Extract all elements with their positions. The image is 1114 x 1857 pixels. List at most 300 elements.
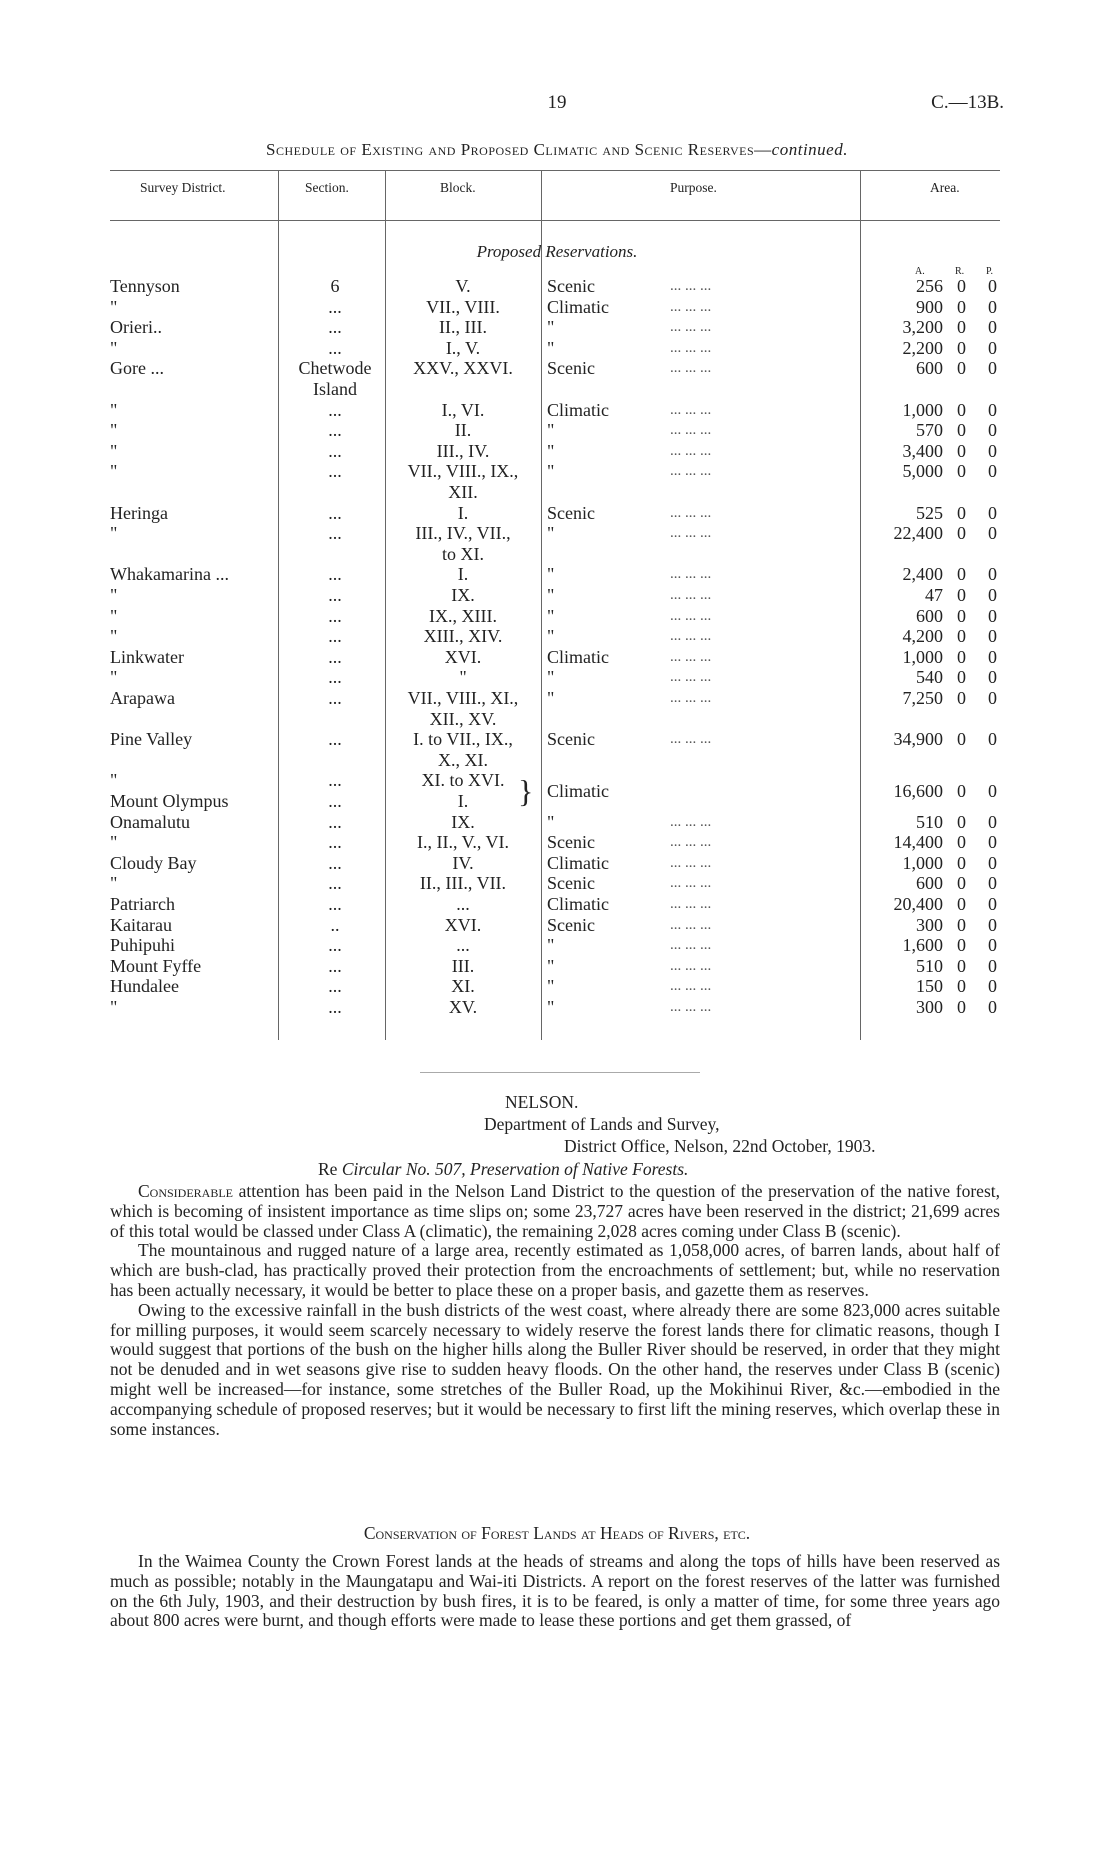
table-row <box>0 606 1114 626</box>
row-acres: 22,400 <box>893 523 943 544</box>
row-block: I. <box>457 564 469 585</box>
paragraph-4: In the Waimea County the Crown Forest lands at the heads of streams and along the tops of hills have been reserved as much as possible; notably in the Maungatapu and Wai-iti Districts. A report on the forest reserves of the latter was furnished on the 6th July, 1903, and their destruction by bush fires, it is to be feared, is only a matter of time, for some three years ago about 800 acres were burnt, and though efforts were made to lease these portions and get them grassed, of <box>110 1551 1000 1631</box>
leader-dots: ... ... ... <box>670 319 712 336</box>
header-block: Block. <box>440 180 476 195</box>
table-row <box>0 997 1114 1017</box>
re-prefix: Re <box>318 1159 342 1179</box>
table-row <box>0 564 1114 584</box>
row-district: " <box>110 440 118 461</box>
leader-dots: ... ... ... <box>670 422 712 439</box>
row-block: IX., XIII. <box>429 605 497 626</box>
row-acres: 1,600 <box>902 935 943 956</box>
row-block: II. <box>454 420 472 441</box>
leader-dots: ... ... ... <box>670 731 712 748</box>
row-block: XI. <box>451 976 475 997</box>
row-block: I., V. <box>445 337 481 358</box>
row-perches: 0 <box>988 461 997 482</box>
leader-dots: ... ... ... <box>670 525 712 542</box>
leader-dots: ... ... ... <box>670 278 712 294</box>
row-purpose: " <box>547 461 555 482</box>
header-district: Survey District. <box>140 180 226 195</box>
table-row <box>0 894 1114 914</box>
row-acres: 4,200 <box>902 626 943 647</box>
row-purpose: Scenic <box>547 914 595 935</box>
office-line: District Office, Nelson, 22nd October, 1903. <box>564 1136 876 1156</box>
row-perches: 0 <box>988 955 997 976</box>
row-roods: 0 <box>957 317 966 338</box>
leader-dots: ... ... ... <box>670 875 712 892</box>
leader-dots: ... ... ... <box>670 628 712 645</box>
leader-dots: ... ... ... <box>670 648 712 665</box>
row-section: ... <box>328 440 342 461</box>
leader-dots: ... ... ... <box>670 298 712 315</box>
row-perches: 0 <box>988 440 997 461</box>
row-perches: 0 <box>988 997 997 1017</box>
row-section: ... <box>328 811 342 832</box>
table-row <box>0 812 1114 832</box>
table-row <box>0 441 1114 461</box>
row-purpose: " <box>547 976 555 997</box>
table-row <box>0 750 1114 770</box>
row-roods: 0 <box>957 729 966 750</box>
table-row <box>0 976 1114 996</box>
leader-dots: ... ... ... <box>670 669 712 686</box>
row-district: Hundalee <box>110 976 179 997</box>
table-row <box>0 317 1114 337</box>
row-acres: 150 <box>916 976 943 997</box>
row-district: Heringa <box>110 502 168 523</box>
row-section: ... <box>328 337 342 358</box>
table-row <box>0 688 1114 708</box>
leader-dots: ... ... ... <box>670 834 712 851</box>
row-perches: 0 <box>988 811 997 832</box>
row-purpose: " <box>547 440 555 461</box>
row-acres: 510 <box>916 811 943 832</box>
row-section: ... <box>328 585 342 605</box>
paragraph-3: Owing to the excessive rainfall in the bush districts of the west coast, where already there are some 823,000 acres suitable for milling purposes, it would seem scarcely necessary to widely reserve the forest lands there for climatic reasons, though I would suggest that portions of the bush on the higher hills along the Buller River should be reserved, in order that they might not be denuded and in wet seasons give rise to sudden heavy floods. On the other hand, the reserves under Class B (scenic) might well be increased—for instance, some stretches of the Buller Road, up the Mokihinui River, &c.—embodied in the accompanying schedule of proposed reserves; but it would be necessary to first lift the mining reserves, which overlap these in some instances. <box>110 1299 1000 1439</box>
row-block: I., VI. <box>441 399 485 420</box>
row-roods: 0 <box>957 523 966 544</box>
row-section: 6 <box>330 276 340 296</box>
table-row <box>0 709 1114 729</box>
row-block: XV. <box>448 997 478 1017</box>
table-row <box>0 338 1114 358</box>
row-purpose: Scenic <box>547 502 595 523</box>
row-district: Arapawa <box>110 688 175 708</box>
row-district: " <box>110 770 118 791</box>
row-perches: 0 <box>988 337 997 358</box>
table-top-rule <box>110 170 1000 171</box>
row-roods: 0 <box>957 935 966 956</box>
table-row <box>0 544 1114 564</box>
leader-dots: ... ... ... <box>670 504 712 521</box>
leader-dots: ... ... ... <box>670 339 712 356</box>
row-block: to XI. <box>442 543 484 564</box>
row-block: I. to VII., IX., <box>413 729 513 750</box>
row-block: IX. <box>451 585 475 605</box>
leader-dots: ... ... ... <box>670 896 712 912</box>
row-district: " <box>110 337 118 358</box>
row-district: " <box>110 523 118 544</box>
leader-dots: ... ... ... <box>670 957 712 974</box>
row-roods: 0 <box>957 399 966 420</box>
row-district: " <box>110 461 118 482</box>
leader-dots: ... ... ... <box>670 607 712 624</box>
row-acres: 20,400 <box>893 894 943 914</box>
row-district: " <box>110 626 118 647</box>
row-roods: 0 <box>957 873 966 894</box>
row-roods: 0 <box>957 832 966 853</box>
row-block: I. <box>457 502 469 523</box>
table-row <box>0 585 1114 605</box>
table-row <box>0 915 1114 935</box>
row-acres: 510 <box>916 955 943 976</box>
row-block: V. <box>455 276 471 296</box>
row-purpose: Climatic <box>547 852 609 873</box>
row-purpose: " <box>547 585 555 605</box>
row-district: " <box>110 667 118 688</box>
table-row <box>0 935 1114 955</box>
row-roods: 0 <box>957 296 966 317</box>
row-section: ... <box>328 605 342 626</box>
row-purpose: " <box>547 337 555 358</box>
row-purpose: " <box>547 935 555 956</box>
nelson-heading: NELSON. <box>505 1092 579 1112</box>
row-acres: 300 <box>916 997 943 1017</box>
row-roods: 0 <box>957 626 966 647</box>
row-purpose: Climatic <box>547 646 609 667</box>
row-block: XVI. <box>444 914 482 935</box>
row-purpose: " <box>547 688 555 708</box>
row-block: ... <box>456 935 470 956</box>
row-roods: 0 <box>957 564 966 585</box>
row-section: ... <box>328 667 342 688</box>
row-acres: 2,200 <box>902 337 943 358</box>
leader-dots: ... ... ... <box>670 587 712 603</box>
row-acres: 5,000 <box>902 461 943 482</box>
row-roods: 0 <box>957 894 966 914</box>
schedule-title-continued: continued. <box>771 140 848 159</box>
row-block: XII., XV. <box>429 708 497 729</box>
row-purpose: Scenic <box>547 873 595 894</box>
row-district: Tennyson <box>110 276 180 296</box>
table-row <box>0 400 1114 420</box>
row-perches: 0 <box>988 626 997 647</box>
table-row <box>0 482 1114 502</box>
table-row <box>0 461 1114 481</box>
table-row <box>0 647 1114 667</box>
row-purpose: " <box>547 605 555 626</box>
row-perches: 0 <box>988 296 997 317</box>
brace-entry <box>0 781 1114 801</box>
row-district: Whakamarina ... <box>110 564 229 585</box>
row-perches: 0 <box>988 976 997 997</box>
row-section: ... <box>328 399 342 420</box>
row-section: ... <box>328 461 342 482</box>
row-perches: 0 <box>988 523 997 544</box>
row-block: " <box>459 667 467 688</box>
row-acres: 540 <box>916 667 943 688</box>
row-district: " <box>110 873 118 894</box>
row-section: ... <box>328 317 342 338</box>
leader-dots: ... ... ... <box>670 566 712 583</box>
leader-dots: ... ... ... <box>670 916 712 933</box>
row-block: XI. to XVI. <box>421 770 505 791</box>
table-row <box>0 853 1114 873</box>
row-acres: 600 <box>916 873 943 894</box>
row-acres: 14,400 <box>893 832 943 853</box>
leader-dots: ... ... ... <box>670 401 712 418</box>
header-bottom-rule <box>110 220 1000 221</box>
row-acres: 34,900 <box>893 729 943 750</box>
row-district: Mount Fyffe <box>110 955 202 976</box>
row-perches: 0 <box>988 420 997 441</box>
row-perches: 0 <box>988 399 997 420</box>
leader-dots: ... ... ... <box>670 442 712 459</box>
row-section: ... <box>328 688 342 708</box>
row-section: ... <box>328 832 342 853</box>
row-roods: 0 <box>957 358 966 379</box>
brace-purpose: Climatic <box>547 781 609 801</box>
row-district: " <box>110 997 118 1017</box>
row-block: VII., VIII. <box>426 296 500 317</box>
row-district: Puhipuhi <box>110 935 176 956</box>
row-purpose: " <box>547 420 555 441</box>
leader-dots: ... ... ... <box>670 937 712 954</box>
row-acres: 300 <box>916 914 943 935</box>
table-row <box>0 276 1114 296</box>
row-roods: 0 <box>957 585 966 605</box>
row-roods: 0 <box>957 461 966 482</box>
row-section: ... <box>328 646 342 667</box>
row-purpose: Climatic <box>547 296 609 317</box>
row-section: ... <box>328 770 342 791</box>
row-purpose: " <box>547 564 555 585</box>
row-perches: 0 <box>988 667 997 688</box>
row-purpose: Climatic <box>547 399 609 420</box>
row-purpose: " <box>547 626 555 647</box>
row-perches: 0 <box>988 502 997 523</box>
leader-dots: ... ... ... <box>670 463 712 480</box>
re-text: Circular No. 507, Preservation of Native Forests. <box>341 1159 689 1179</box>
row-block: II., III. <box>439 317 487 338</box>
row-district: " <box>110 296 118 317</box>
paragraph-1-text: attention has been paid in the Nelson Land District to the question of the preservation of the native forest, which is becoming of insistent importance as time slips on; some 23,727 acres have been reserved in the district; 21,699 acres of this total would be classed under Class A (climatic), the remaining 2,028 acres coming under Class B (scenic). <box>110 1181 1000 1241</box>
row-acres: 1,000 <box>902 646 943 667</box>
row-district: Cloudy Bay <box>110 852 197 873</box>
table-row <box>0 667 1114 687</box>
row-purpose: Scenic <box>547 276 595 296</box>
brace-icon: } <box>518 773 534 809</box>
row-perches: 0 <box>988 852 997 873</box>
row-section: ... <box>328 791 342 811</box>
leader-dots: ... ... ... <box>670 690 712 706</box>
row-roods: 0 <box>957 440 966 461</box>
row-section: ... <box>328 873 342 894</box>
table-row <box>0 956 1114 976</box>
row-district: Pine Valley <box>110 729 193 750</box>
row-acres: 1,000 <box>902 852 943 873</box>
row-block: XVI. <box>444 646 482 667</box>
row-acres: 570 <box>916 420 943 441</box>
brace-roods: 0 <box>957 781 966 801</box>
row-block: IX. <box>451 811 475 832</box>
row-district: " <box>110 420 118 441</box>
row-purpose: " <box>547 955 555 976</box>
row-section: ... <box>328 955 342 976</box>
row-block: ... <box>456 894 470 914</box>
row-roods: 0 <box>957 811 966 832</box>
row-acres: 1,000 <box>902 399 943 420</box>
row-perches: 0 <box>988 729 997 750</box>
row-section: ... <box>328 935 342 956</box>
row-block: VII., VIII., IX., <box>407 461 519 482</box>
row-section: ... <box>328 420 342 441</box>
row-district: Gore ... <box>110 358 164 379</box>
body-text-2 <box>110 1552 1000 1631</box>
leader-dots: ... ... ... <box>670 978 712 995</box>
row-block: I., II., V., VI. <box>416 832 509 853</box>
row-purpose: " <box>547 523 555 544</box>
header-area: Area. <box>930 180 960 195</box>
row-roods: 0 <box>957 997 966 1017</box>
row-district: Kaitarau <box>110 914 172 935</box>
row-roods: 0 <box>957 955 966 976</box>
row-section: ... <box>328 626 342 647</box>
unit-acres: A. <box>915 266 925 277</box>
row-district: Onamalutu <box>110 811 190 832</box>
paragraph-1 <box>110 1182 1000 1241</box>
row-acres: 600 <box>916 605 943 626</box>
table-row <box>0 729 1114 749</box>
unit-perches: P. <box>986 266 993 277</box>
row-section: ... <box>328 976 342 997</box>
page-number: 19 <box>547 92 567 113</box>
table-row <box>0 523 1114 543</box>
table-row <box>0 297 1114 317</box>
row-purpose: Climatic <box>547 894 609 914</box>
paragraph-2: The mountainous and rugged nature of a large area, recently estimated as 1,058,000 acres, of barren lands, about half of which are bush-clad, has practically proved their protection from the encroachments of settlement; but, while no reservation has been actually necessary, it would be better to place these on a proper basis, and gazette them as reserves. <box>110 1240 1000 1300</box>
leader-dots: ... ... ... <box>670 999 712 1015</box>
row-district: Mount Olympus <box>110 791 229 811</box>
row-district: Linkwater <box>110 646 184 667</box>
row-purpose: " <box>547 317 555 338</box>
row-block: III., IV., VII., <box>415 523 511 544</box>
schedule-title-text: Schedule of Existing and Proposed Climatic and Scenic Reserves— <box>266 140 772 159</box>
row-perches: 0 <box>988 832 997 853</box>
row-section: .. <box>330 914 340 935</box>
row-district: Orieri.. <box>110 317 162 338</box>
row-perches: 0 <box>988 935 997 956</box>
row-acres: 525 <box>916 502 943 523</box>
brace-perches: 0 <box>988 781 997 801</box>
row-block: XIII., XIV. <box>423 626 503 647</box>
row-roods: 0 <box>957 605 966 626</box>
row-roods: 0 <box>957 667 966 688</box>
table-row <box>0 379 1114 399</box>
section-separator <box>420 1072 700 1073</box>
row-district: " <box>110 399 118 420</box>
row-perches: 0 <box>988 605 997 626</box>
row-purpose: " <box>547 811 555 832</box>
row-district: " <box>110 832 118 853</box>
row-purpose: Scenic <box>547 358 595 379</box>
row-roods: 0 <box>957 914 966 935</box>
leader-dots: ... ... ... <box>670 854 712 871</box>
row-acres: 600 <box>916 358 943 379</box>
row-perches: 0 <box>988 317 997 338</box>
row-purpose: " <box>547 997 555 1017</box>
row-district: " <box>110 585 118 605</box>
row-acres: 2,400 <box>902 564 943 585</box>
unit-roods: R. <box>955 266 965 277</box>
body-text <box>110 1182 1000 1439</box>
leader-dots: ... ... ... <box>670 813 712 830</box>
row-section: Chetwode <box>298 358 372 379</box>
row-acres: 47 <box>925 585 943 605</box>
table-row <box>0 358 1114 378</box>
table-subheading: Proposed Reservations. <box>476 242 638 261</box>
row-perches: 0 <box>988 873 997 894</box>
row-block: XXV., XXVI. <box>413 358 513 379</box>
row-section: ... <box>328 997 342 1017</box>
row-purpose: Scenic <box>547 832 595 853</box>
row-block: X., XI. <box>438 749 488 770</box>
circular-reference <box>318 1160 688 1179</box>
row-purpose: " <box>547 667 555 688</box>
table-row <box>0 626 1114 646</box>
row-acres: 7,250 <box>902 688 943 708</box>
row-perches: 0 <box>988 276 997 296</box>
schedule-title <box>0 140 1114 160</box>
row-section: ... <box>328 894 342 914</box>
row-perches: 0 <box>988 914 997 935</box>
row-section: Island <box>313 379 357 399</box>
row-roods: 0 <box>957 646 966 667</box>
row-perches: 0 <box>988 646 997 667</box>
row-section: ... <box>328 564 342 585</box>
row-roods: 0 <box>957 852 966 873</box>
row-acres: 900 <box>916 296 943 317</box>
row-purpose: Scenic <box>547 729 595 750</box>
row-block: IV. <box>452 852 474 873</box>
row-block: I. <box>457 791 469 811</box>
row-roods: 0 <box>957 420 966 441</box>
row-section: ... <box>328 502 342 523</box>
table-row <box>0 503 1114 523</box>
row-block: III. <box>451 955 475 976</box>
row-block: XII. <box>448 482 478 502</box>
brace-acres: 16,600 <box>893 781 943 801</box>
table-row <box>0 832 1114 852</box>
row-section: ... <box>328 296 342 317</box>
row-section: ... <box>328 523 342 544</box>
row-block: II., III., VII. <box>419 873 507 894</box>
table-row <box>0 873 1114 893</box>
paragraph-lead: Considerable <box>138 1181 234 1201</box>
page-reference: C.—13B. <box>931 92 1004 113</box>
table-row <box>0 420 1114 440</box>
department-line: Department of Lands and Survey, <box>484 1114 720 1134</box>
row-acres: 3,200 <box>902 317 943 338</box>
row-roods: 0 <box>957 502 966 523</box>
leader-dots: ... ... ... <box>670 360 712 377</box>
row-perches: 0 <box>988 358 997 379</box>
row-perches: 0 <box>988 688 997 708</box>
row-roods: 0 <box>957 976 966 997</box>
row-block: III., IV. <box>436 440 490 461</box>
row-roods: 0 <box>957 688 966 708</box>
